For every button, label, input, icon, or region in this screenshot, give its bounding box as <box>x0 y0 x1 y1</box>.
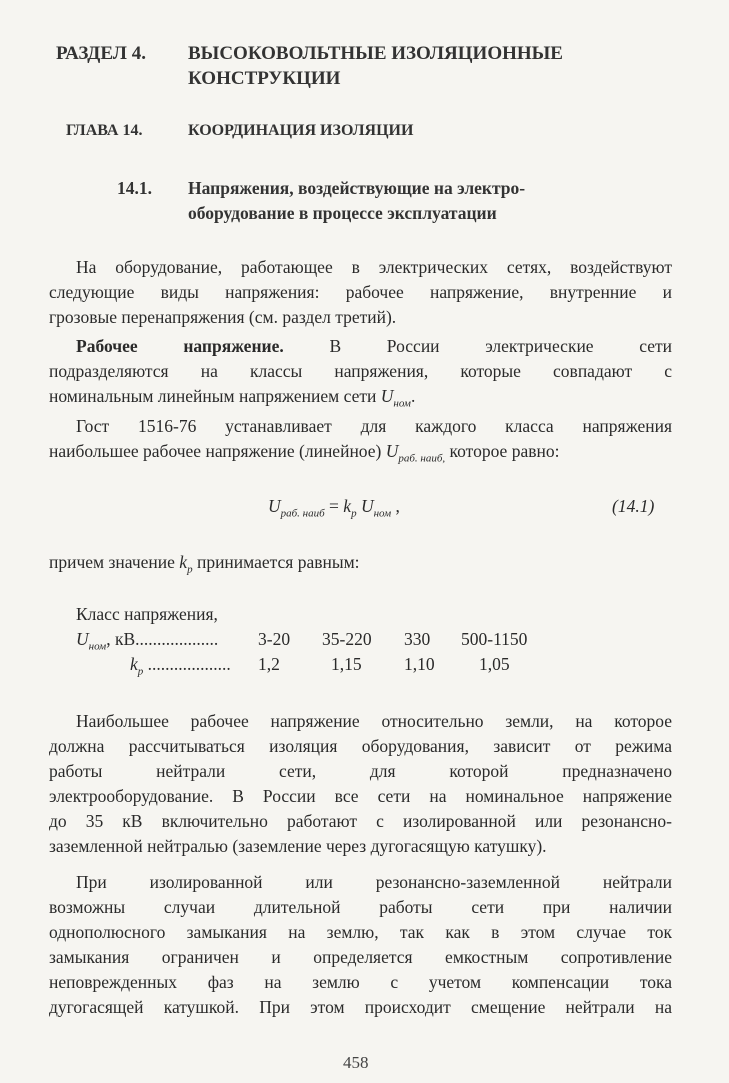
paragraph-6-cont <box>49 895 672 1020</box>
paragraph-text: принимается равным: <box>196 552 360 572</box>
paragraph-line: Наибольшее рабочее напряжение относительно земли, на которое <box>76 711 672 731</box>
paragraph-line: до 35 кВ включительно работают с изолированной или резонансно- <box>49 811 672 831</box>
paragraph-text: которое равно: <box>449 441 560 461</box>
paragraph-line: подразделяются на классы напряжения, которые совпадают с <box>49 361 672 381</box>
subsection-title-line1: Напряжения, воздействующие на электро- <box>188 178 526 198</box>
formula-u-sub: ном <box>373 507 392 520</box>
formula-lhs: U <box>268 496 281 516</box>
var-sub: раб. наиб, <box>398 452 446 465</box>
table-header: Класс напряжения, <box>76 604 218 624</box>
paragraph-4 <box>49 552 360 576</box>
table-cell: 1,10 <box>404 654 435 674</box>
paragraph-line: электрооборудование. В России все сети на номинальное напряжение <box>49 786 672 806</box>
table-row-1-label <box>76 629 218 653</box>
formula-k: k <box>343 496 352 516</box>
paragraph-1 <box>76 255 672 280</box>
table-cell: 35-220 <box>322 629 372 649</box>
page-number: 458 <box>343 1053 369 1072</box>
var-u: U <box>385 441 399 461</box>
table-row-2-label <box>130 654 231 678</box>
var-sub: ном <box>393 397 411 410</box>
bold-term: Рабочее напряжение. <box>76 336 284 356</box>
formula-lhs-sub: раб. наиб <box>280 507 325 520</box>
var-k: k <box>179 552 188 572</box>
table-cell: 1,2 <box>258 654 280 674</box>
paragraph-1-cont <box>49 280 672 330</box>
formula-number: (14.1) <box>612 496 655 516</box>
paragraph-line: должна рассчитываться изоляция оборудования, зависит от режима <box>49 736 672 756</box>
paragraph-line: Гост 1516-76 устанавливает для каждого класса напряжения <box>76 416 672 436</box>
paragraph-line: грозовые перенапряжения (см. раздел третий). <box>49 307 397 327</box>
var-sub: ном <box>88 640 107 653</box>
paragraph-5 <box>76 709 672 734</box>
leader-dots: ................... <box>135 629 219 649</box>
paragraph-line <box>49 384 672 409</box>
paragraph-line: На оборудование, работающее в электрических сетях, воздействуют <box>76 257 672 277</box>
paragraph-line: однополюсного замыкания на землю, так как в этом случае ток <box>49 922 672 942</box>
formula-tail: , <box>391 496 400 516</box>
table-cell: 1,15 <box>331 654 362 674</box>
var-u: U <box>76 629 89 649</box>
section-number: РАЗДЕЛ 4. <box>56 43 146 64</box>
paragraph-5-cont <box>49 734 672 859</box>
table-cell: 330 <box>404 629 431 649</box>
formula-eq: = <box>324 496 344 516</box>
chapter-number: ГЛАВА 14. <box>66 122 143 139</box>
formula <box>268 496 400 520</box>
var-u: U <box>380 386 394 406</box>
paragraph-line: дугогасящей катушкой. При этом происходит смещение нейтрали на <box>49 997 672 1017</box>
subsection-title-line2: оборудование в процессе эксплуатации <box>188 203 497 223</box>
paragraph-line: возможны случаи длительной работы сети при наличии <box>49 897 672 917</box>
paragraph-line: заземленной нейтралью (заземление через дугогасящую катушку). <box>49 836 547 856</box>
table-cell: 500-1150 <box>461 629 528 649</box>
leader-dots: ................... <box>147 654 231 674</box>
var-sub: р <box>137 665 144 678</box>
paragraph-line: следующие виды напряжения: рабочее напряжение, внутренние и <box>49 282 672 302</box>
section-title-line1: ВЫСОКОВОЛЬТНЫЕ ИЗОЛЯЦИОННЫЕ <box>188 43 563 64</box>
paragraph-line: замыкания ограничен и определяется емкостным сопротивление <box>49 947 672 967</box>
paragraph-line <box>76 334 672 359</box>
paragraph-text: . <box>410 386 416 406</box>
paragraph-line: При изолированной или резонансно-заземленной нейтрали <box>76 872 672 892</box>
paragraph-text: В России электрические сети <box>329 336 673 356</box>
paragraph-2-cont <box>49 359 672 409</box>
paragraph-line: работы нейтрали сети, для которой предназначено <box>49 761 672 781</box>
paragraph-3-cont <box>49 439 672 464</box>
paragraph-text: номинальным линейным напряжением сети <box>49 386 377 406</box>
unit-label: , кВ <box>106 629 136 649</box>
paragraph-text: наибольшее рабочее напряжение (линейное) <box>49 441 382 461</box>
chapter-title: КООРДИНАЦИЯ ИЗОЛЯЦИИ <box>188 122 414 139</box>
section-title-line2: КОНСТРУКЦИИ <box>188 68 341 89</box>
paragraph-2 <box>76 334 672 359</box>
var-k: k <box>130 654 138 674</box>
paragraph-line <box>49 439 672 464</box>
formula-u: U <box>360 496 374 516</box>
subsection-number: 14.1. <box>117 178 152 198</box>
paragraph-6 <box>76 870 672 895</box>
var-sub: р <box>187 563 193 576</box>
paragraph-3 <box>76 414 672 439</box>
table-cell: 1,05 <box>479 654 510 674</box>
formula-k-sub: р <box>351 507 357 520</box>
paragraph-text: причем значение <box>49 552 175 572</box>
paragraph-line: неповрежденных фаз на землю с учетом компенсации тока <box>49 972 672 992</box>
table-cell: 3-20 <box>258 629 291 649</box>
